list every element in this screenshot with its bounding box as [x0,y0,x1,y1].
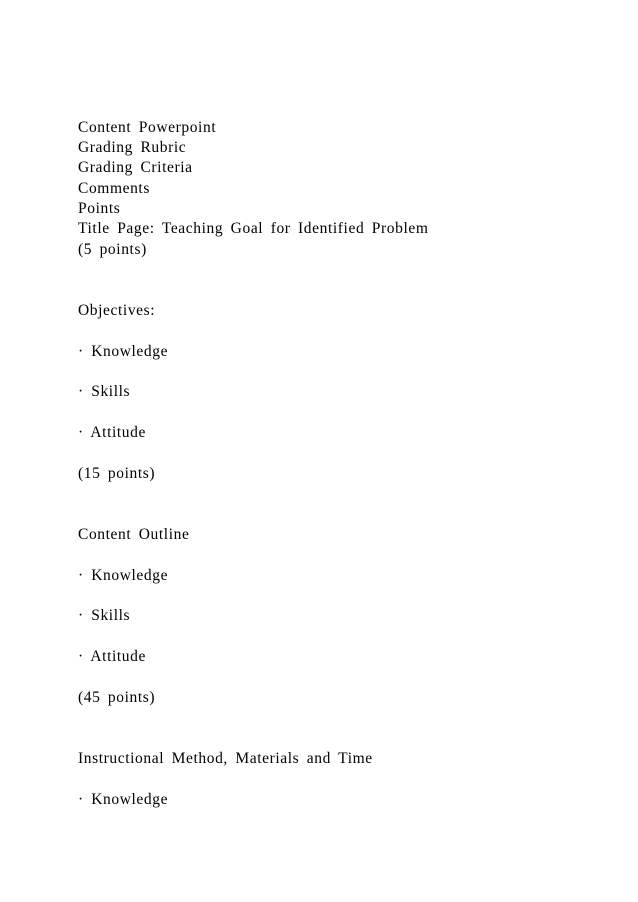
objectives-points: (15 points) [78,465,156,482]
objectives-item-knowledge: · Knowledge [78,343,169,360]
content-outline-item-attitude: · Attitude [78,648,146,665]
title-page-points: (5 points) [78,241,147,258]
content-outline-item-skills: · Skills [78,607,131,624]
instructional-method-item-knowledge: · Knowledge [78,791,169,808]
doc-heading-grading-criteria: Grading Criteria [78,159,193,176]
objectives-item-attitude: · Attitude [78,424,146,441]
content-outline-points: (45 points) [78,689,156,706]
instructional-method-title: Instructional Method, Materials and Time [78,750,373,767]
doc-heading-points: Points [78,200,121,217]
objectives-title: Objectives: [78,302,156,319]
objectives-item-skills: · Skills [78,383,131,400]
title-page-criterion: Title Page: Teaching Goal for Identified Problem [78,220,429,237]
doc-heading-content-powerpoint: Content Powerpoint [78,119,217,136]
doc-heading-comments: Comments [78,180,150,197]
content-outline-item-knowledge: · Knowledge [78,567,169,584]
doc-heading-grading-rubric: Grading Rubric [78,139,187,156]
content-outline-title: Content Outline [78,526,190,543]
